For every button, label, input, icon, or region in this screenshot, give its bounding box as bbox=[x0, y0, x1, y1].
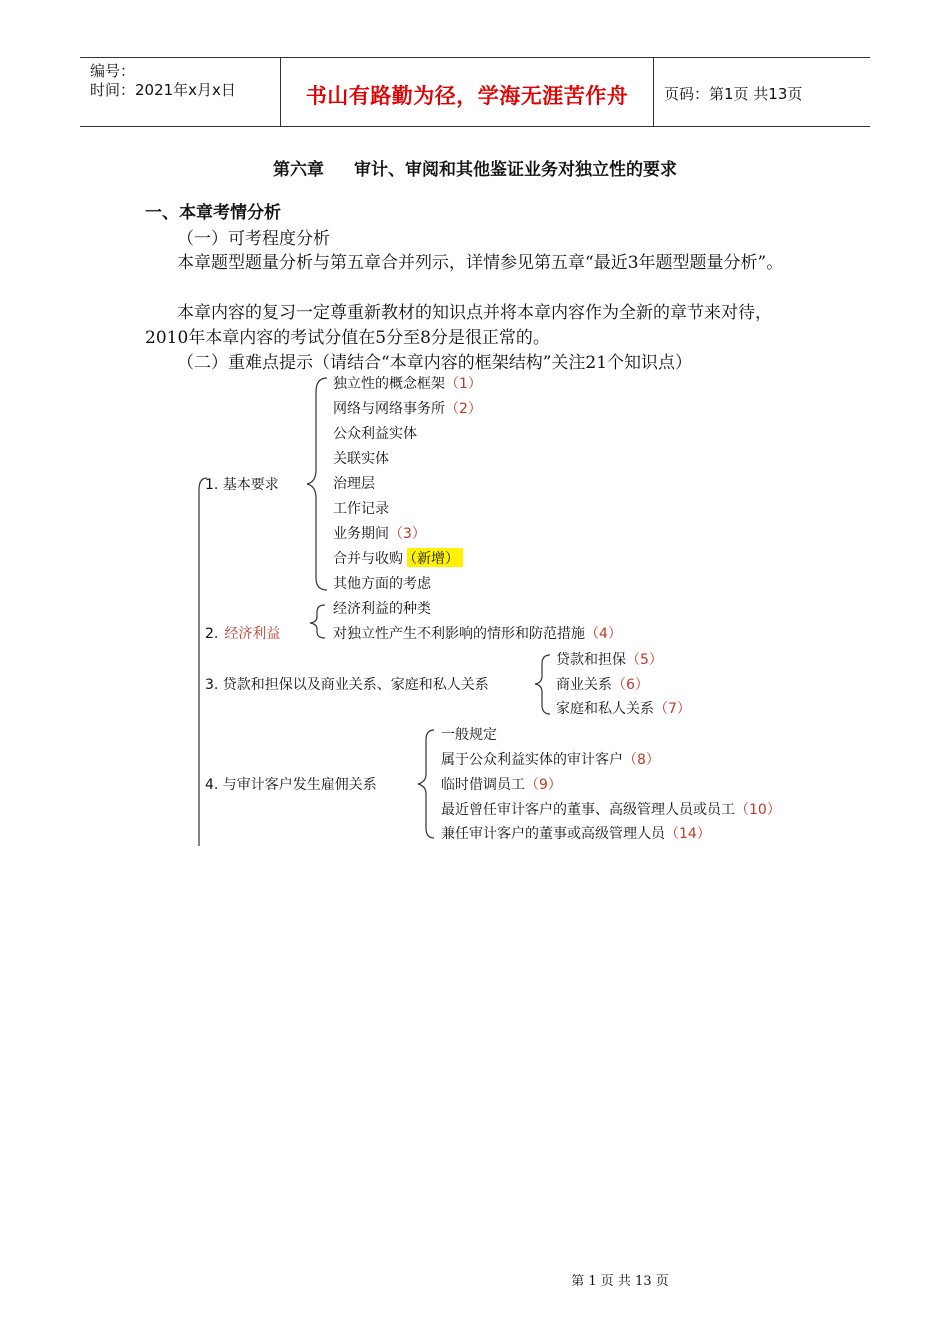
chapter-title-text: 审计、审阅和其他鉴证业务对独立性的要求 bbox=[354, 160, 677, 180]
diagram-item: 一般规定 bbox=[441, 727, 497, 743]
diagram-item: 网络与网络事务所（2） bbox=[333, 401, 482, 417]
time-label: 时间：2021年x月x日 bbox=[90, 81, 236, 99]
page-footer bbox=[0, 1270, 950, 1289]
diagram-item: 临时借调员工（9） bbox=[441, 777, 562, 793]
diagram-item: 关联实体 bbox=[333, 451, 389, 467]
diagram-item: 合并与收购（新增） bbox=[333, 551, 459, 567]
diagram-item: 工作记录 bbox=[333, 501, 389, 517]
group2-label-num: 2. bbox=[205, 626, 219, 642]
diagram-item: 独立性的概念框架（1） bbox=[333, 376, 482, 392]
subheading-1: （一）可考程度分析 bbox=[177, 229, 330, 249]
paragraph-2: 本章内容的复习一定尊重新教材的知识点并将本章内容作为全新的章节来对待，2010年本章内容的考试分值在5分至8分是很正常的。 bbox=[145, 303, 772, 348]
group2-label-text: 经济利益 bbox=[224, 626, 281, 642]
group4-label: 4. 与审计客户发生雇佣关系 bbox=[205, 777, 377, 793]
diagram-item: 贷款和担保（5） bbox=[556, 652, 663, 668]
group3-label: 3. 贷款和担保以及商业关系、家庭和私人关系 bbox=[205, 677, 489, 693]
diagram-item: 业务期间（3） bbox=[333, 526, 426, 542]
diagram-item: 属于公众利益实体的审计客户（8） bbox=[441, 752, 660, 768]
diagram-item: 兼任审计客户的董事或高级管理人员（14） bbox=[441, 826, 711, 842]
group2-label bbox=[205, 625, 280, 642]
group2-brace bbox=[310, 605, 325, 638]
number-label: 编号： bbox=[90, 62, 136, 80]
diagram-item: 治理层 bbox=[333, 476, 375, 492]
group1-label: 1. 基本要求 bbox=[205, 477, 279, 493]
motto: 书山有路勤为径，学海无涯苦作舟 bbox=[305, 84, 629, 108]
section-heading: 一、本章考情分析 bbox=[145, 203, 281, 223]
page-label: 页码：第1页 共13页 bbox=[664, 85, 803, 103]
footer-text: 第 1 页 共 13 页 bbox=[571, 1274, 669, 1289]
group4-brace bbox=[418, 730, 434, 838]
diagram-item: 最近曾任审计客户的董事、高级管理人员或员工（10） bbox=[441, 802, 781, 818]
diagram-item: 经济利益的种类 bbox=[333, 601, 431, 617]
diagram-item: 对独立性产生不利影响的情形和防范措施（4） bbox=[333, 626, 622, 642]
paragraph-1: 本章题型题量分析与第五章合并列示，详情参见第五章“最近3年题型题量分析”。 bbox=[177, 253, 784, 273]
group1-brace bbox=[307, 378, 327, 590]
diagram-item: 家庭和私人关系（7） bbox=[556, 701, 691, 717]
subheading-2: （二）重难点提示（请结合“本章内容的框架结构”关注21个知识点） bbox=[177, 353, 693, 373]
chapter-number: 第六章 bbox=[273, 160, 324, 180]
diagram-item: 其他方面的考虑 bbox=[333, 576, 431, 592]
group3-brace bbox=[535, 655, 550, 714]
diagram-item: 商业关系（6） bbox=[556, 677, 649, 693]
diagram-item: 公众利益实体 bbox=[333, 426, 417, 442]
